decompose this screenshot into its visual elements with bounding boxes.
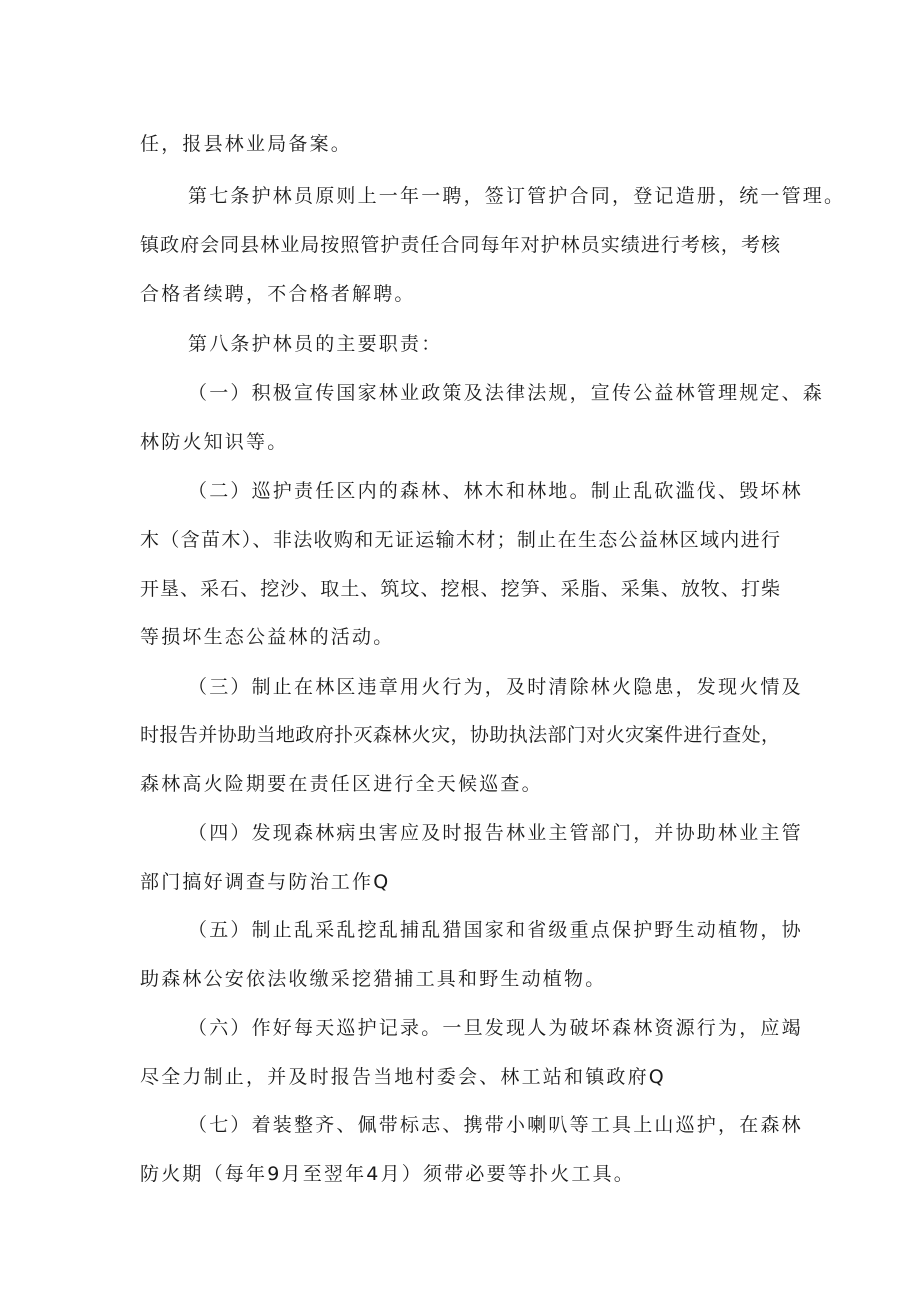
text-line: 森林高火险期要在责任区进行全天候巡查。: [140, 773, 543, 795]
text-line: 开垦、采石、挖沙、取土、筑坟、挖根、挖笋、采脂、采集、放牧、打柴: [140, 578, 780, 600]
text-line: 第七条护林员原则上一年一聘，签订管护合同，登记造册，统一管理。: [188, 185, 846, 207]
text-line: 部门搞好调查与防治工作Q: [140, 871, 391, 893]
text-line: （六）作好每天巡护记录。一旦发现人为破坏森林资源行为，应竭: [188, 1017, 803, 1039]
text-line: 合格者续聘，不合格者解聘。: [140, 283, 416, 305]
text-line: （四）发现森林病虫害应及时报告林业主管部门，并协助林业主管: [188, 822, 803, 844]
text-line: （二）巡护责任区内的森林、林木和林地。制止乱砍滥伐、毁坏林: [188, 480, 803, 502]
text-line: 时报告并协助当地政府扑灭森林火灾，协助执法部门对火灾案件进行查处，: [140, 724, 780, 746]
text-line: 林防火知识等。: [140, 431, 289, 453]
text-line: 尽全力制止，并及时报告当地村委会、林工站和镇政府Q: [140, 1066, 666, 1088]
text-line: 等损坏生态公益林的活动。: [140, 626, 395, 648]
text-line: （七）着装整齐、佩带标志、携带小喇叭等工具上山巡护，在森林: [188, 1114, 803, 1136]
text-line: 镇政府会同县林业局按照管护责任合同每年对护林员实绩进行考核，考核: [140, 234, 780, 256]
text-line: 防火期（每年9月至翌年4月）须带必要等扑火工具。: [140, 1163, 635, 1185]
text-line: （三）制止在林区违章用火行为，及时清除林火隐患，发现火情及: [188, 676, 803, 698]
text-line: 木（含苗木）、非法收购和无证运输木材；制止在生态公益林区域内进行: [140, 529, 780, 551]
text-line: 助森林公安依法收缴采挖猎捕工具和野生动植物。: [140, 968, 607, 990]
text-line: 任，报县林业局备案。: [140, 133, 353, 155]
text-line: （五）制止乱采乱挖乱捕乱猎国家和省级重点保护野生动植物，协: [188, 919, 803, 941]
text-line: 第八条护林员的主要职责：: [188, 333, 443, 355]
text-line: （一）积极宣传国家林业政策及法律法规，宣传公益林管理规定、森: [188, 382, 825, 404]
